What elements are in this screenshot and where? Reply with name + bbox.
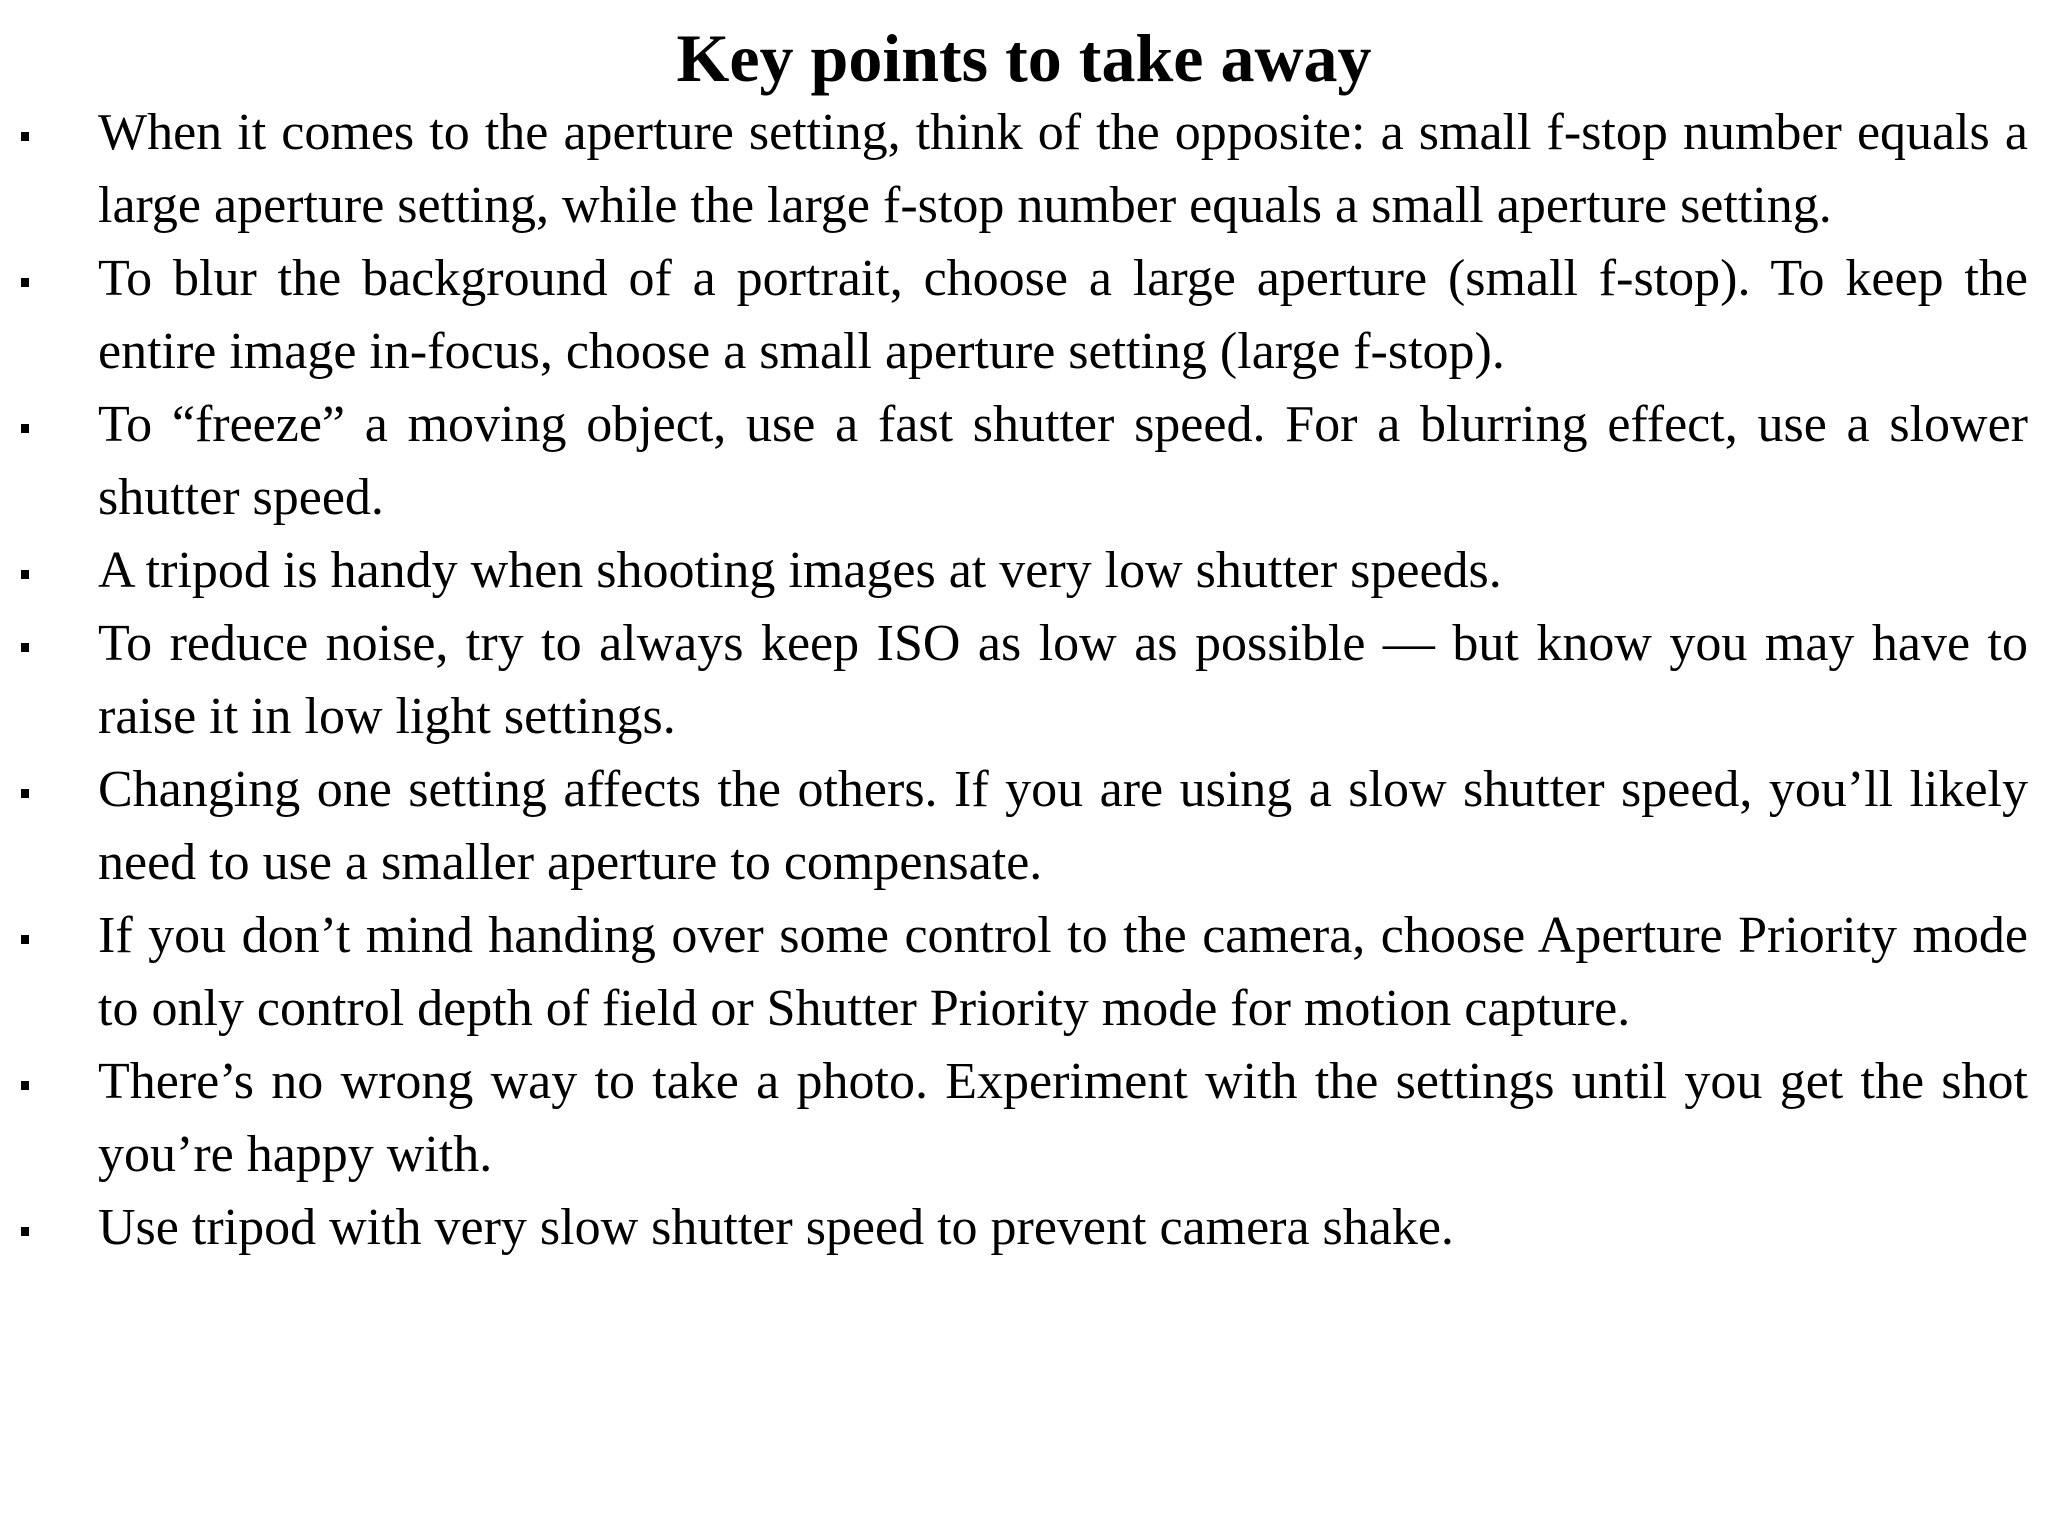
list-item xyxy=(0,388,2048,534)
square-bullet-icon xyxy=(21,132,29,141)
list-item xyxy=(0,96,2048,242)
square-bullet-icon xyxy=(21,643,29,652)
list-item-text: If you don’t mind handing over some control to the camera, choose Aperture Priority mode to only control depth of field or Shutter Priority mode for motion capture. xyxy=(98,907,2028,1037)
list-item xyxy=(0,1045,2048,1191)
square-bullet-icon xyxy=(21,935,29,944)
list-item xyxy=(0,899,2048,1045)
list-item xyxy=(0,753,2048,899)
list-item-text: When it comes to the aperture setting, think of the opposite: a small f-stop number equals a large aperture setting, while the large f-stop number equals a small aperture setting. xyxy=(98,104,2028,234)
slide-title: Key points to take away xyxy=(676,20,1372,96)
list-item-text: To “freeze” a moving object, use a fast shutter speed. For a blurring effect, use a slower shutter speed. xyxy=(98,396,2028,526)
list-item-text: A tripod is handy when shooting images at very low shutter speeds. xyxy=(98,542,1502,599)
square-bullet-icon xyxy=(21,1081,29,1090)
list-item xyxy=(0,607,2048,753)
list-item-text: To reduce noise, try to always keep ISO as low as possible — but know you may have to raise it in low light settings. xyxy=(98,615,2028,745)
list-item xyxy=(0,1191,2048,1264)
square-bullet-icon xyxy=(21,570,29,579)
square-bullet-icon xyxy=(21,424,29,433)
list-item-text: There’s no wrong way to take a photo. Experiment with the settings until you get the shot you’re happy with. xyxy=(98,1053,2028,1183)
key-points-list xyxy=(0,96,2048,1264)
list-item-text: To blur the background of a portrait, choose a large aperture (small f-stop). To keep the entire image in-focus, choose a small aperture setting (large f-stop). xyxy=(98,250,2028,380)
square-bullet-icon xyxy=(21,1227,29,1236)
square-bullet-icon xyxy=(21,278,29,287)
list-item xyxy=(0,242,2048,388)
list-item xyxy=(0,534,2048,607)
square-bullet-icon xyxy=(21,789,29,798)
list-item-text: Use tripod with very slow shutter speed to prevent camera shake. xyxy=(98,1199,1454,1256)
list-item-text: Changing one setting affects the others. If you are using a slow shutter speed, you’ll likely need to use a smaller aperture to compensate. xyxy=(98,761,2028,891)
